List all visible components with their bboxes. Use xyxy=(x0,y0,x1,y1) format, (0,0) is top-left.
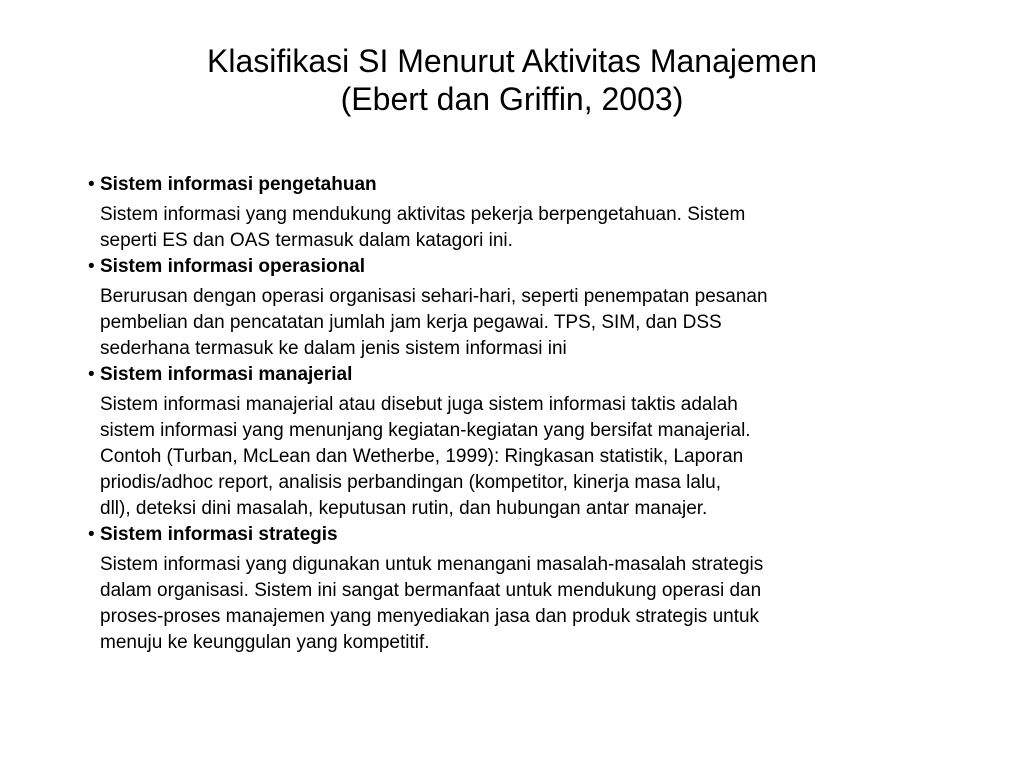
bullet-icon: • xyxy=(88,364,95,385)
title-line-1: Klasifikasi SI Menurut Aktivitas Manajemen xyxy=(206,43,818,79)
description-line: dll), deteksi dini masalah, keputusan rutin, dan hubungan antar manajer. xyxy=(100,498,708,519)
list-item xyxy=(60,522,970,656)
bullet-icon: • xyxy=(88,256,95,277)
description-line: dalam organisasi. Sistem ini sangat bermanfaat untuk mendukung operasi dan xyxy=(100,580,762,601)
item-description xyxy=(60,284,970,362)
item-description xyxy=(60,392,970,522)
description-line: Sistem informasi yang digunakan untuk menangani masalah-masalah strategis xyxy=(100,554,764,575)
list-item xyxy=(60,362,970,522)
description-line: seperti ES dan OAS termasuk dalam katagori ini. xyxy=(100,230,513,251)
description-line: pembelian dan pencatatan jumlah jam kerja pegawai. TPS, SIM, dan DSS xyxy=(100,312,722,333)
item-description xyxy=(60,202,970,254)
item-heading: Sistem informasi strategis xyxy=(100,524,338,545)
description-line: sistem informasi yang menunjang kegiatan-kegiatan yang bersifat manajerial. xyxy=(100,420,751,441)
description-line: Contoh (Turban, McLean dan Wetherbe, 1999): Ringkasan statistik, Laporan xyxy=(100,446,744,467)
bullet-icon: • xyxy=(88,524,95,545)
description-line: Berurusan dengan operasi organisasi sehari-hari, seperti penempatan pesanan xyxy=(100,286,768,307)
item-heading: Sistem informasi pengetahuan xyxy=(100,174,377,195)
bullet-icon: • xyxy=(88,174,95,195)
list-item xyxy=(60,254,970,362)
slide-title xyxy=(60,42,964,118)
description-line: Sistem informasi manajerial atau disebut juga sistem informasi taktis adalah xyxy=(100,394,738,415)
item-heading: Sistem informasi operasional xyxy=(100,256,366,277)
item-heading: Sistem informasi manajerial xyxy=(100,364,353,385)
list-item xyxy=(60,172,970,254)
description-line: Sistem informasi yang mendukung aktivitas pekerja berpengetahuan. Sistem xyxy=(100,204,746,225)
item-description xyxy=(60,552,970,656)
description-line: proses-proses manajemen yang menyediakan jasa dan produk strategis untuk xyxy=(100,606,760,627)
title-line-2: (Ebert dan Griffin, 2003) xyxy=(340,81,684,117)
description-line: sederhana termasuk ke dalam jenis sistem informasi ini xyxy=(100,338,567,359)
bullet-list xyxy=(60,172,970,656)
description-line: menuju ke keunggulan yang kompetitif. xyxy=(100,632,430,653)
description-line: priodis/adhoc report, analisis perbandingan (kompetitor, kinerja masa lalu, xyxy=(100,472,722,493)
